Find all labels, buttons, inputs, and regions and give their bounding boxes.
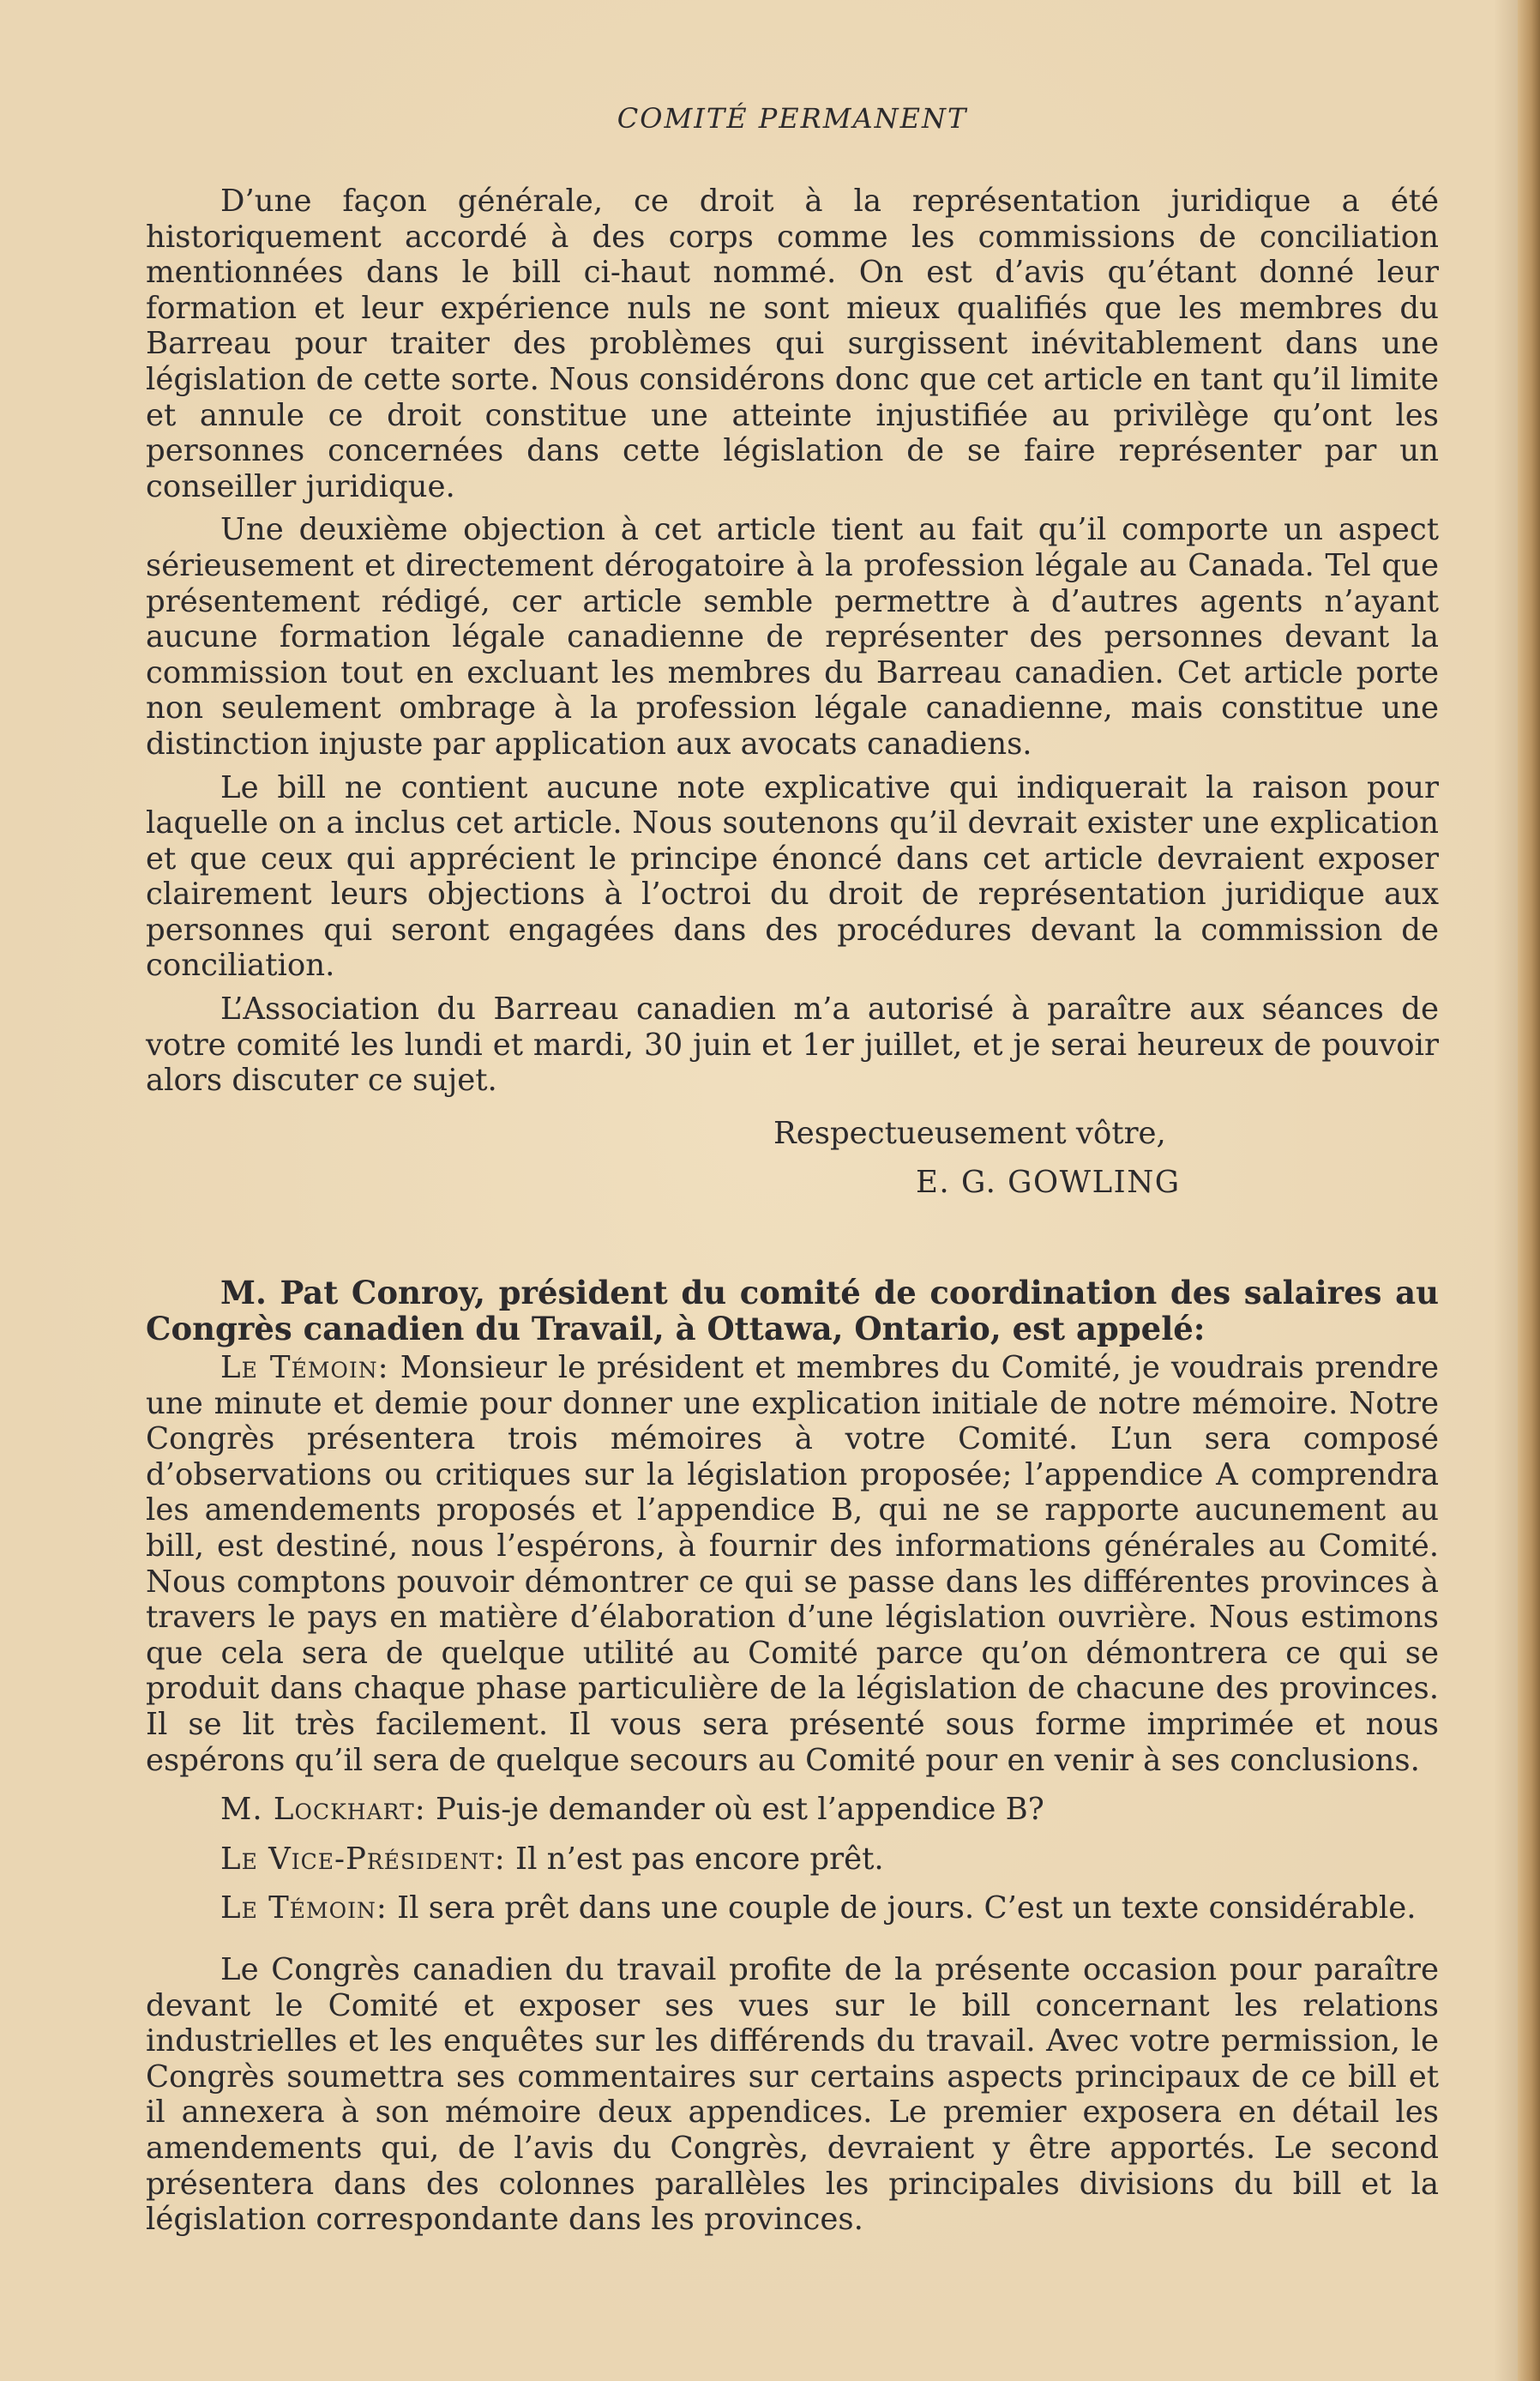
witness-heading: M. Pat Conroy, président du comité de coordination des salaires au Congrès canadien du Travail, à Ottawa, Ontario, est appelé: — [146, 1274, 1439, 1348]
letter-closing: Respectueusement vôtre, — [773, 1115, 1166, 1151]
dialogue-text: Il sera prêt dans une couple de jours. C’est un texte considérable. — [387, 1890, 1417, 1926]
letter-paragraph-4: L’Association du Barreau canadien m’a autorisé à paraître aux séances de votre comité les lundi et mardi, 30 juin et 1er juillet, et je serai heureux de pouvoir alors discuter ce sujet. — [146, 992, 1439, 1099]
dialogue-paragraph-1 — [146, 1350, 1439, 1778]
dialogue-text: Il n’est pas encore prêt. — [505, 1841, 884, 1877]
letter-paragraph-1: D’une façon générale, ce droit à la représentation juridique a été historiquement accordé à des corps comme les commissions de conciliation mentionnées dans le bill ci-haut nommé. On est d’avis qu’étant donné leur formation et leur expérience nuls ne sont mieux qualifiés que les membres du Barreau pour traiter des problèmes qui surgissent inévitablement dans une législation de cette sorte. Nous considérons donc que cet article en tant qu’il limite et annule ce droit constitue une atteinte injustifiée au privilège qu’ont les personnes concernées dans cette législation de se faire représenter par un conseiller juridique. — [146, 184, 1439, 504]
speaker-label: Le Témoin: — [220, 1890, 388, 1926]
speaker-label: Le Témoin: — [220, 1350, 389, 1386]
page-edge-shadow — [1518, 0, 1540, 2381]
letter-paragraph-3: Le bill ne contient aucune note explicative qui indiquerait la raison pour laquelle on a inclus cet article. Nous soutenons qu’il devrait exister une explication et que ceux qui apprécient le principe énoncé dans cet article devraient exposer clairement leurs objections à l’octroi du droit de représentation juridique aux personnes qui seront engagées dans des procédures devant la commission de conciliation. — [146, 769, 1439, 984]
letter-paragraph-2: Une deuxième objection à cet article tient au fait qu’il comporte un aspect sérieusement et directement dérogatoire à la profession légale au Canada. Tel que présentement rédigé, cer article semble permettre à d’autres agents n’ayant aucune formation légale canadienne de représenter des personnes devant la commission tout en excluant les membres du Barreau canadien. Cet article porte non seulement ombrage à la profession légale canadienne, mais constitue une distinction injuste par application aux avocats canadiens. — [146, 512, 1439, 762]
dialogue-text: Puis-je demander où est l’appendice B? — [425, 1792, 1044, 1828]
dialogue-paragraph-2 — [146, 1792, 1439, 1828]
dialogue-paragraph-3 — [146, 1842, 1439, 1878]
letter-signature: E. G. GOWLING — [916, 1165, 1181, 1201]
running-head: COMITÉ PERMANENT — [617, 102, 968, 135]
dialogue-text: Monsieur le président et membres du Comité, je voudrais prendre une minute et demie pour donner une explication initiale de notre mémoire. Notre Congrès présentera trois mémoires à votre Comité. L’un sera composé d’observations ou critiques sur la législation proposée; l’appendice A comprendra les amendements proposés et l’appendice B, qui ne se rapporte aucunement au bill, est destiné, nous l’espérons, à fournir des informations générales au Comité. Nous comptons pouvoir démontrer ce qui se passe dans les différentes provinces à travers le pays en matière d’élaboration d’une législation ouvrière. Nous estimons que cela sera de quelque utilité au Comité parce qu’on démontrera ce qui se produit dans chaque phase particulière de la législation de chacune des provinces. Il se lit très facilement. Il vous sera présenté sous forme imprimée et nous espérons qu’il sera de quelque secours au Comité pour en venir à ses conclusions. — [146, 1350, 1439, 1778]
speaker-label: M. Lockhart: — [220, 1792, 426, 1828]
page-body — [146, 101, 1439, 2245]
dialogue-paragraph-4 — [146, 1890, 1439, 1926]
speaker-label: Le Vice-Président: — [220, 1841, 506, 1877]
final-paragraph: Le Congrès canadien du travail profite de la présente occasion pour paraître devant le Comité et exposer ses vues sur le bill concernant les relations industrielles et les enquêtes sur les différends du travail. Avec votre permission, le Congrès soumettra ses commentaires sur certains aspects principaux de ce bill et il annexera à son mémoire deux appendices. Le premier exposera en détail les amendements qui, de l’avis du Congrès, devraient y être apportés. Le second présentera dans des colonnes parallèles les principales divisions du bill et la législation correspondante dans les provinces. — [146, 1951, 1439, 2238]
